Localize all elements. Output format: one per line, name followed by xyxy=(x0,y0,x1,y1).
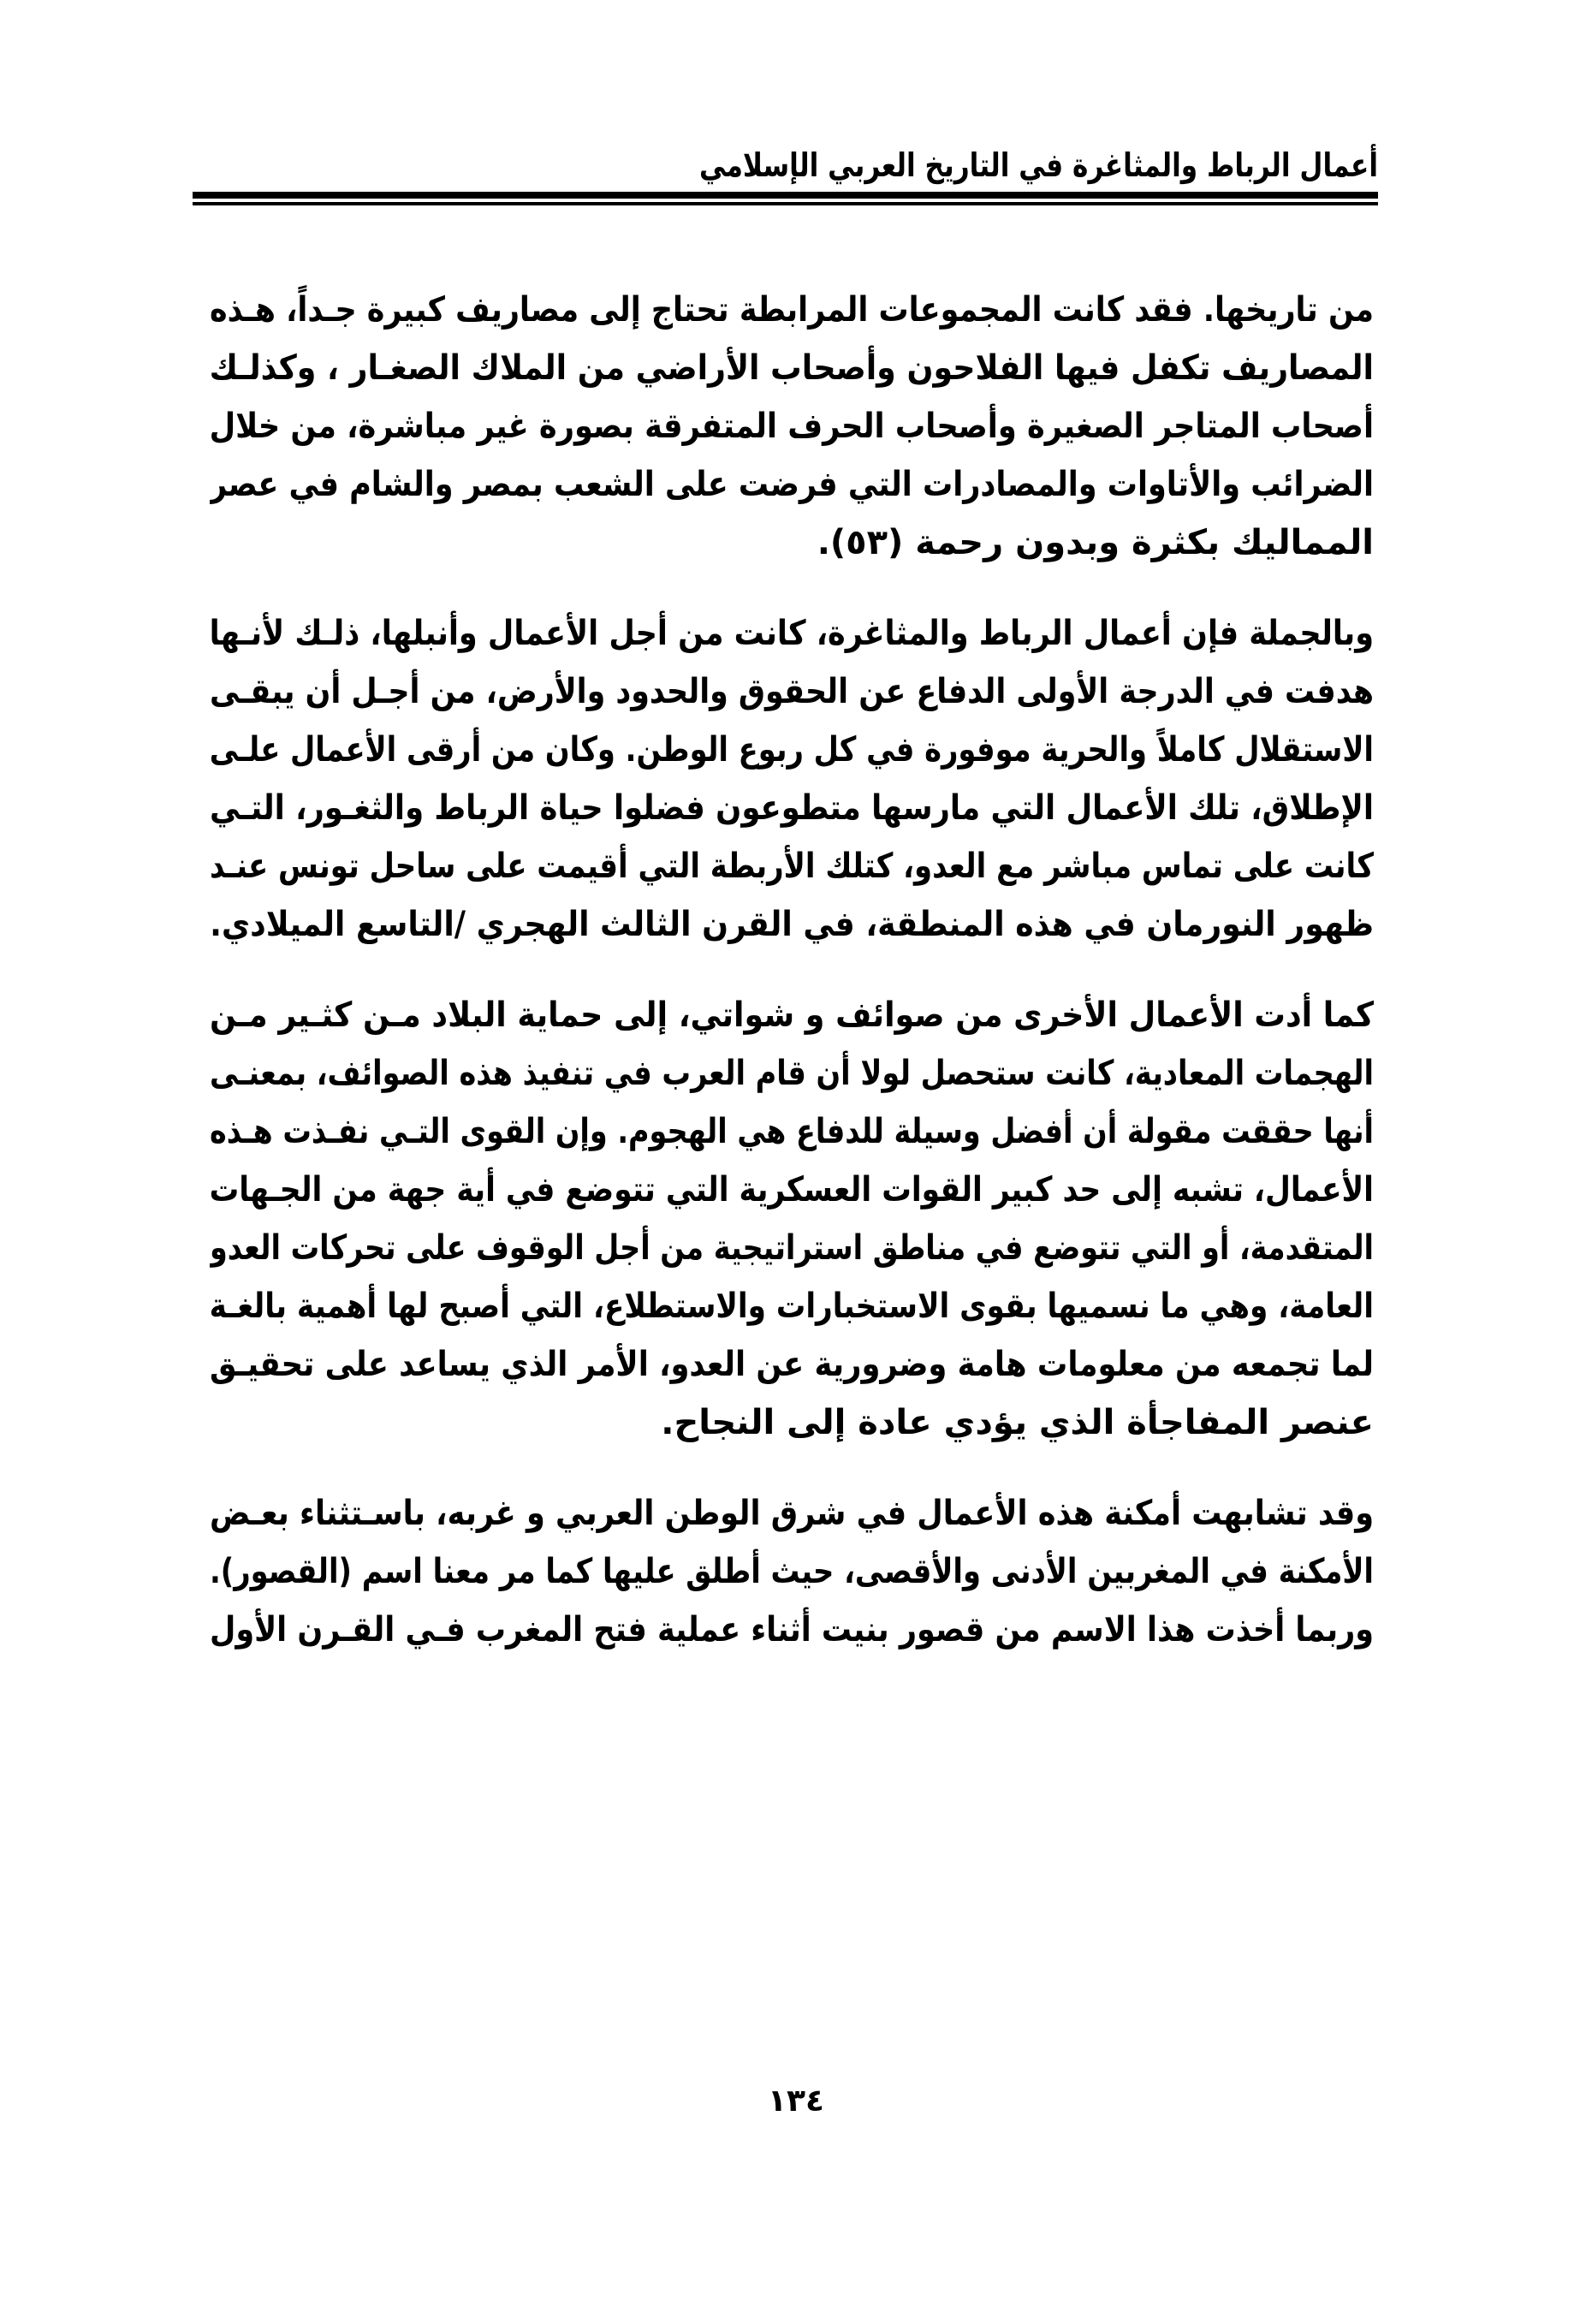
paragraph-3 xyxy=(210,986,1374,1452)
text-line: هدفت في الدرجة الأولى الدفاع عن الحقوق والحدود والأرض، من أجـل أن يبقـى xyxy=(210,672,1374,711)
text-line: المتقدمة، أو التي تتوضع في مناطق استراتيجية من أجل الوقوف على تحركات العدو xyxy=(210,1228,1374,1268)
text-line: من تاريخها. فقد كانت المجموعات المرابطة تحتاج إلى مصاريف كبيرة جـداً، هـذه xyxy=(210,290,1374,330)
text-line: لما تجمعه من معلومات هامة وضرورية عن العدو، الأمر الذي يساعد على تحقيـق xyxy=(210,1345,1374,1384)
page-number: ١٣٤ xyxy=(768,2083,824,2119)
running-header xyxy=(193,144,1378,187)
text-line: الاستقلال كاملاً والحرية موفورة في كل ربوع الوطن. وكان من أرقى الأعمال علـى xyxy=(210,730,1374,770)
paragraph-4 xyxy=(210,1484,1374,1659)
text-line: الأعمال، تشبه إلى حد كبير القوات العسكرية التي تتوضع في أية جهة من الجـهات xyxy=(210,1170,1374,1210)
text-line: الضرائب والأتاوات والمصادرات التي فرضت على الشعب بمصر والشام في عصر xyxy=(210,465,1374,504)
text-line: الهجمات المعادية، كانت ستحصل لولا أن قام العرب في تنفيذ هذه الصوائف، بمعنـى xyxy=(210,1054,1374,1093)
body-text xyxy=(210,281,1374,1691)
text-line: الأمكنة في المغربين الأدنى والأقصى، حيث أطلق عليها كما مر معنا اسم (القصور). xyxy=(210,1552,1374,1591)
text-line: أصحاب المتاجر الصغيرة وأصحاب الحرف المتفرقة بصورة غير مباشرة، من خلال xyxy=(210,407,1374,446)
text-line: ظهور النورمان في هذه المنطقة، في القرن الثالث الهجري /التاسع الميلادي. xyxy=(210,905,1374,944)
text-line: وربما أخذت هذا الاسم من قصور بنيت أثناء عملية فتح المغرب فـي القـرن الأول xyxy=(210,1610,1374,1649)
running-header-title: أعمال الرباط والمثاغرة في التاريخ العربي الإسلامي xyxy=(699,146,1378,184)
paragraph-1 xyxy=(210,281,1374,572)
text-line: كانت على تماس مباشر مع العدو، كتلك الأربطة التي أقيمت على ساحل تونس عنـد xyxy=(210,847,1374,886)
text-line: كما أدت الأعمال الأخرى من صوائف و شواتي، إلى حماية البلاد مـن كثـير مـن xyxy=(210,996,1374,1035)
text-line: المصاريف تكفل فيها الفلاحون وأصحاب الأراضي من الملاك الصغـار ، وكذلـك xyxy=(210,348,1374,388)
text-line: المماليك بكثرة وبدون رحمة (٥٣). xyxy=(817,523,1374,562)
paragraph-2 xyxy=(210,604,1374,954)
text-line: أنها حققت مقولة أن أفضل وسيلة للدفاع هي الهجوم. وإن القوى التـي نفـذت هـذه xyxy=(210,1112,1374,1151)
text-line: وقد تشابهت أمكنة هذه الأعمال في شرق الوطن العربي و غربه، باسـتثناء بعـض xyxy=(210,1494,1374,1533)
header-rule-thin xyxy=(193,202,1378,205)
text-line: وبالجملة فإن أعمال الرباط والمثاغرة، كانت من أجل الأعمال وأنبلها، ذلـك لأنـها xyxy=(210,614,1374,653)
text-line: العامة، وهي ما نسميها بقوى الاستخبارات والاستطلاع، التي أصبح لها أهمية بالغـة xyxy=(210,1287,1374,1326)
text-line: عنصر المفاجأة الذي يؤدي عادة إلى النجاح. xyxy=(661,1403,1374,1442)
header-rule-thick xyxy=(193,192,1378,199)
text-line: الإطلاق، تلك الأعمال التي مارسها متطوعون فضلوا حياة الرباط والثغـور، التـي xyxy=(210,788,1374,828)
